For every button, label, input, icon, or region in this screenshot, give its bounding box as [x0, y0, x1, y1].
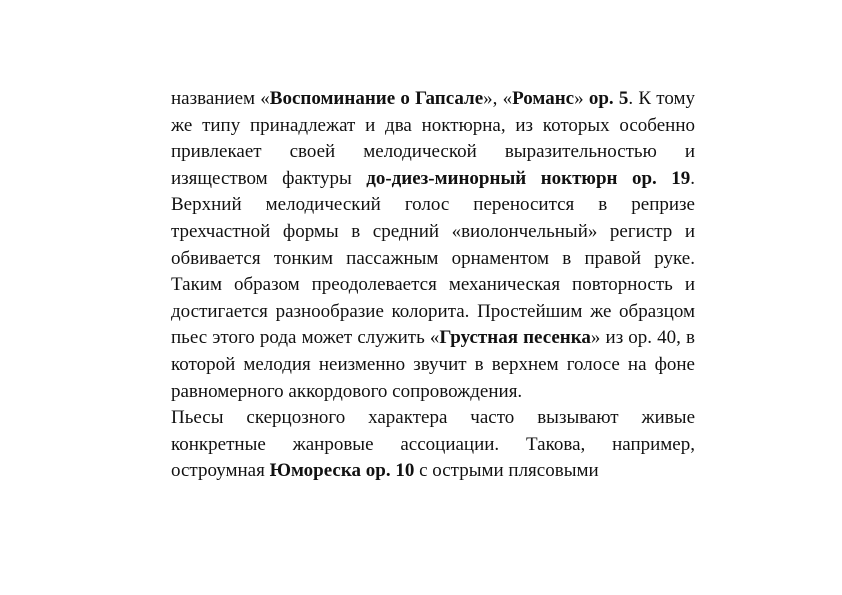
paragraph-2 — [171, 405, 695, 485]
text-body — [171, 86, 695, 485]
title-nocturne: до-диез-минорный ноктюрн ор. 19 — [366, 167, 691, 189]
p1-text-1: названием « — [171, 88, 270, 109]
opus-5: ор. 5 — [588, 88, 629, 109]
p1-text-5: . Верхний мелодический голос переносится в репризе трехчастной формы в средний «виолончельный» регистр и обвивается тонким пассажным орнаментом в правой руке. Таким образом преодолевается механическая повторность и достигается разнообразие колорита. Простейшим же образцом пьес этого рода может служить « — [171, 167, 695, 349]
title-vospominanie: Воспоминание о Гапсале — [269, 88, 484, 109]
p1-text-6: » из ор. 40, в которой мелодия неизменно звучит в верхнем голосе на фоне равномерного аккордового сопровождения. — [171, 327, 695, 402]
p1-text-2: », « — [483, 88, 513, 109]
p1-text-3: » — [574, 88, 589, 109]
title-sad-song: Грустная песенка — [439, 327, 591, 349]
p1-text-4: . К тому же типу принадлежат и два ноктюрна, из которых особенно привлекает своей мелодической выразительностью и изяществом фактуры — [171, 88, 696, 189]
paragraph-1 — [171, 86, 695, 405]
p2-text-2: с острыми плясовыми — [414, 460, 599, 482]
p2-text-1: Пьесы скерцозного характера часто вызывают живые конкретные жанровые ассоциации. Такова, например, остроумная — [171, 407, 695, 482]
title-romans: Романс — [512, 88, 575, 109]
title-humoresque: Юмореска ор. 10 — [269, 460, 415, 482]
